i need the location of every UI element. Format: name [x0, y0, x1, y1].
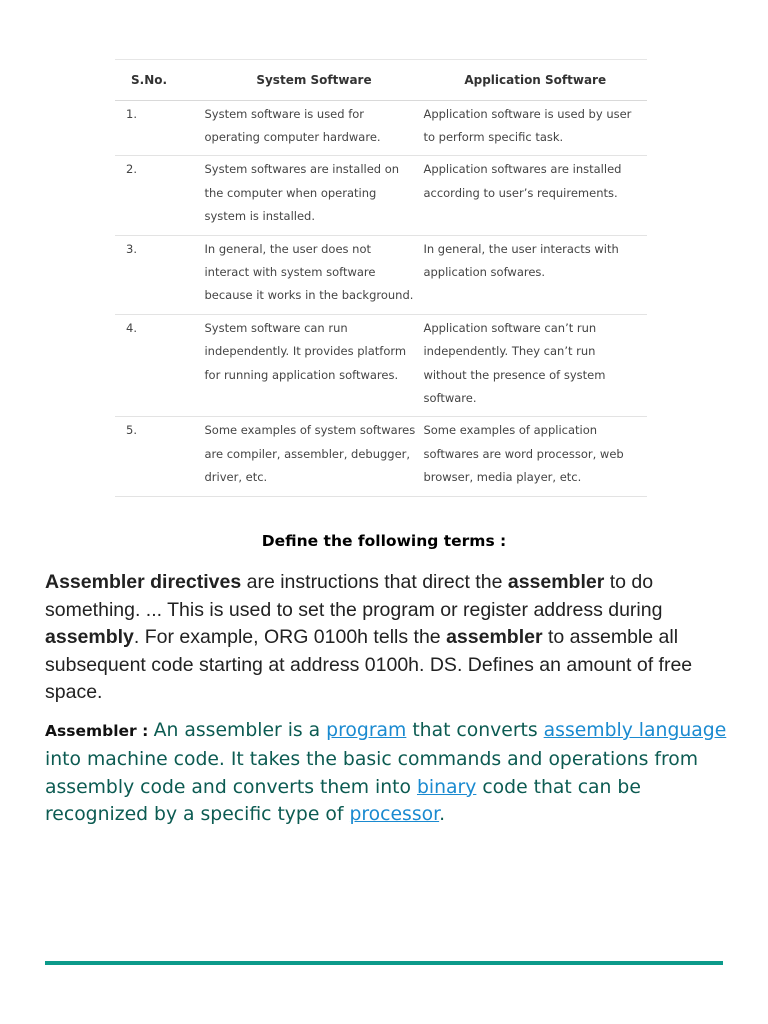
table-row — [115, 100, 647, 156]
cell-system-software: System softwares are installed on the computer when operating system is installed. — [204, 162, 400, 224]
header-application-software: Application Software — [464, 72, 607, 87]
directives-text-3: . For example, ORG 0100h tells the — [133, 626, 447, 649]
table-row — [115, 417, 647, 496]
directives-text-2: to do something. ... This is used to set the program or register address during — [45, 571, 663, 621]
assembler-definition-paragraph — [45, 717, 745, 829]
cell-system-software: System software can run independently. It provides platform for running application softwares. — [204, 320, 407, 382]
directives-text-1: are instructions that direct the — [241, 571, 508, 593]
section-heading: Define the following terms : — [261, 532, 507, 550]
footer-divider — [45, 961, 723, 965]
cell-system-software: Some examples of system softwares are compiler, assembler, debugger, driver, etc. — [204, 423, 416, 485]
cell-sno: 5. — [126, 423, 137, 438]
table-header-row — [115, 60, 647, 100]
header-sno: S.No. — [131, 72, 168, 87]
definition-text-5: . — [439, 804, 446, 826]
cell-application-software: Application software can’t run independently. They can’t run without the presence of system software. — [423, 320, 606, 405]
link-assembly-language[interactable]: assembly language — [543, 720, 727, 741]
table-row — [115, 156, 647, 235]
cell-application-software: Some examples of application softwares are word processor, web browser, media player, etc. — [423, 423, 624, 485]
table-row — [115, 314, 647, 417]
term-assembly: assembly — [45, 626, 134, 649]
link-binary[interactable]: binary — [416, 776, 477, 798]
definition-text-2: that converts — [406, 720, 544, 741]
term-assembler: assembler — [507, 571, 605, 593]
definition-text-3: into machine code. It takes the basic commands and operations from assembly code and converts them into — [45, 748, 699, 798]
cell-application-software: Application software is used by user to perform specific task. — [423, 106, 632, 144]
cell-sno: 2. — [126, 162, 137, 177]
cell-sno: 3. — [126, 241, 137, 256]
assembler-directives-paragraph — [45, 569, 745, 707]
cell-sno: 1. — [126, 106, 137, 121]
comparison-table — [115, 60, 647, 497]
directives-text-4: to assemble all subsequent code starting at address 0100h. DS. Defines an amount of free space. — [45, 626, 693, 704]
link-program[interactable]: program — [326, 720, 407, 741]
cell-application-software: Application softwares are installed according to user’s requirements. — [423, 162, 622, 200]
definition-text-4: code that can be recognized by a specific type of — [45, 776, 641, 826]
cell-system-software: System software is used for operating computer hardware. — [204, 106, 381, 144]
cell-system-software: In general, the user does not interact with system software because it works in the background. — [204, 241, 414, 303]
header-system-software: System Software — [256, 72, 372, 87]
definition-text-1: An assembler is a — [153, 720, 327, 741]
cell-application-software: In general, the user interacts with application sofwares. — [423, 241, 619, 279]
cell-sno: 4. — [126, 320, 137, 335]
assembler-term-label: Assembler : — [45, 722, 154, 740]
term-assembler-directives: Assembler directives — [45, 571, 242, 593]
link-processor[interactable]: processor — [349, 804, 440, 826]
table-row — [115, 235, 647, 314]
term-assembler: assembler — [446, 626, 543, 649]
